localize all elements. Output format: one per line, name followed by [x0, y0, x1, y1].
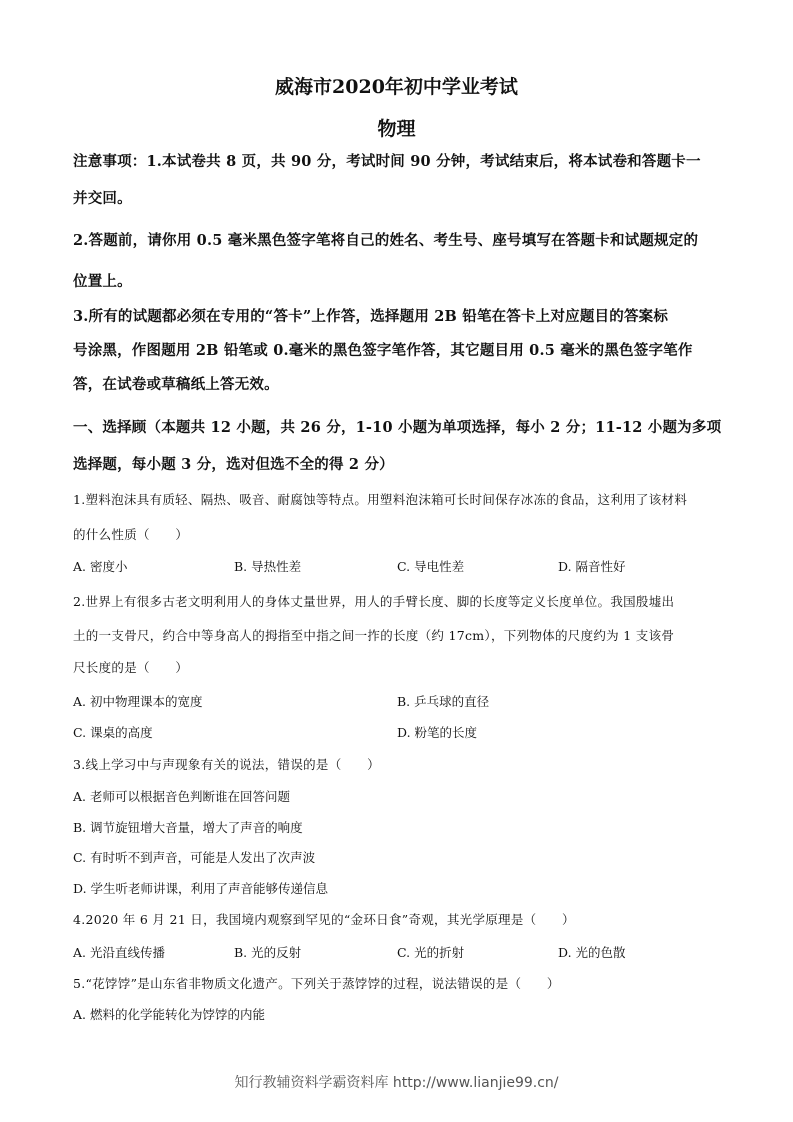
question-4-option-c: C. 光的折射 — [397, 945, 465, 960]
note-3-line-2: 号涂黑，作图题用 2B 铅笔或 0.毫米的黑色签字笔作答，其它题目用 0.5 毫米的黑色签字笔作 — [73, 342, 693, 359]
question-2-option-d: D. 粉笔的长度 — [397, 725, 478, 740]
question-2-option-c: C. 课桌的高度 — [73, 725, 153, 740]
question-4-line-1: 4.2020 年 6 月 21 日，我国境内观察到罕见的“金环日食”奇观，其光学原理是（ ） — [73, 912, 575, 927]
question-1-option-d: D. 隔音性好 — [558, 559, 626, 574]
question-2-line-2: 土的一支骨尺，约合中等身高人的拇指至中指之间一拃的长度（约 17cm），下列物体的尺度约为 1 支该骨 — [73, 628, 675, 643]
question-3-option-c: C. 有时听不到声音，可能是人发出了次声波 — [73, 850, 316, 865]
question-3-option-b: B. 调节旋钮增大音量，增大了声音的响度 — [73, 820, 303, 835]
question-1-line-2: 的什么性质（ ） — [73, 527, 189, 542]
question-3-option-a: A. 老师可以根据音色判断谁在回答问题 — [73, 789, 290, 804]
question-5-line-1: 5.“花饽饽”是山东省非物质文化遗产。下列关于蒸饽饽的过程，说法错误的是（ ） — [73, 976, 560, 991]
note-1-line-1: 注意事项：1.本试卷共 8 页，共 90 分，考试时间 90 分钟，考试结束后，将本试卷和答题卡一 — [73, 153, 701, 170]
question-3-line-1: 3.线上学习中与声现象有关的说法，错误的是（ ） — [73, 757, 380, 772]
exam-title: 威海市2020年初中学业考试 — [275, 76, 518, 98]
question-4-option-d: D. 光的色散 — [558, 945, 626, 960]
note-2-line-2: 位置上。 — [73, 273, 132, 290]
question-1-line-1: 1.塑料泡沫具有质轻、隔热、吸音、耐腐蚀等特点。用塑料泡沫箱可长时间保存冰冻的食品，这利用了该材料 — [73, 492, 688, 507]
subject-title: 物理 — [377, 118, 416, 140]
question-2-line-1: 2.世界上有很多古老文明利用人的身体丈量世界，用人的手臂长度、脚的长度等定义长度单位。我国殷墟出 — [73, 594, 675, 609]
note-2-line-1: 2.答题前，请你用 0.5 毫米黑色签字笔将自己的姓名、考生号、座号填写在答题卡和试题规定的 — [73, 232, 699, 249]
question-2-option-a: A. 初中物理课本的宽度 — [73, 694, 203, 709]
footer-watermark: 知行教辅资料学霸资料库 http://www.lianjie99.cn/ — [234, 1075, 559, 1091]
question-1-option-a: A. 密度小 — [73, 559, 128, 574]
question-2-line-3: 尺长度的是（ ） — [73, 660, 189, 675]
section-1-heading-line-2: 选择题，每小题 3 分，选对但选不全的得 2 分） — [73, 456, 394, 473]
note-1-line-2: 并交回。 — [73, 190, 132, 207]
question-1-option-c: C. 导电性差 — [397, 559, 465, 574]
question-4-option-b: B. 光的反射 — [234, 945, 302, 960]
section-1-heading-line-1: 一、选择顾（本题共 12 小题，共 26 分，1-10 小题为单项选择，每小 2 分；11-12 小题为多项 — [73, 419, 722, 436]
question-3-option-d: D. 学生听老师讲课，利用了声音能够传递信息 — [73, 881, 329, 896]
question-2-option-b: B. 乒乓球的直径 — [397, 694, 490, 709]
question-4-option-a: A. 光沿直线传播 — [73, 945, 165, 960]
note-3-line-3: 答，在试卷或草稿纸上答无效。 — [73, 376, 279, 393]
note-3-line-1: 3.所有的试题都必须在专用的“答卡”上作答，选择题用 2B 铅笔在答卡上对应题目的答案标 — [73, 308, 669, 325]
question-5-option-a: A. 燃料的化学能转化为饽饽的内能 — [73, 1007, 265, 1022]
question-1-option-b: B. 导热性差 — [234, 559, 302, 574]
